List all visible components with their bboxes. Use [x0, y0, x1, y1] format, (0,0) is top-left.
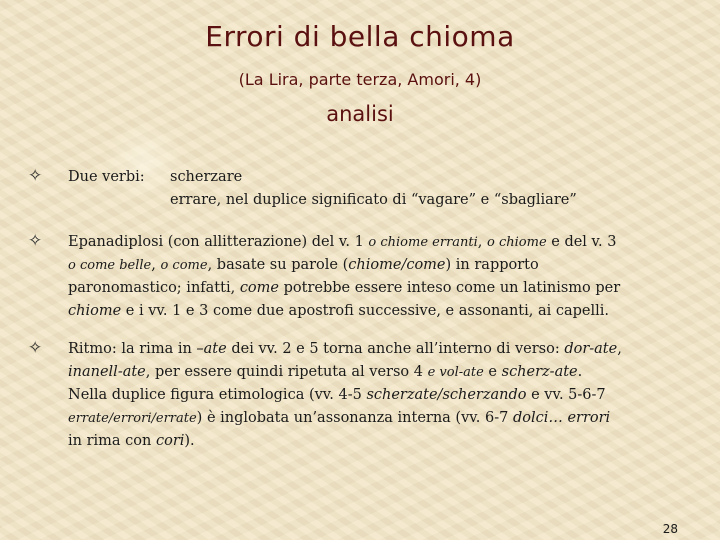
- bullet-icon: ✧: [28, 338, 43, 358]
- point2-line-2: o come belle, o come, basate su parole (chiome/come) in rapporto: [68, 257, 539, 273]
- point1-verbs: [170, 166, 577, 212]
- verb-line-1: scherzare: [170, 169, 243, 185]
- point3-line-2: inanell-ate, per essere quindi ripetuta al verso 4 e vol-ate e scherz-ate.: [68, 364, 583, 380]
- point3-line-5: in rima con cori).: [68, 433, 195, 449]
- bullet-icon: ✧: [28, 231, 43, 251]
- point2-paragraph: [68, 231, 668, 323]
- slide-subtitle: (La Lira, parte terza, Amori, 4): [238, 70, 482, 89]
- bullet-icon: ✧: [28, 166, 43, 186]
- slide-title: Errori di bella chioma: [205, 20, 515, 53]
- point3-line-1: Ritmo: la rima in –ate dei vv. 2 e 5 torna anche all’interno di verso: dor-ate,: [68, 341, 622, 357]
- point1-label: Due verbi:: [68, 169, 145, 185]
- point3-line-3: Nella duplice figura etimologica (vv. 4-5 scherzate/scherzando e vv. 5-6-7: [68, 387, 606, 403]
- verb-line-2: errare, nel duplice significato di “vagare” e “sbagliare”: [170, 192, 577, 208]
- point3-line-4: errate/errori/errate) è inglobata un’assonanza interna (vv. 6-7 dolci… errori: [68, 410, 611, 426]
- point2-line-3: paronomastico; infatti, come potrebbe essere inteso come un latinismo per: [68, 280, 621, 296]
- point3-paragraph: [68, 338, 668, 453]
- section-heading: analisi: [326, 102, 394, 126]
- page-number: 28: [662, 522, 678, 536]
- point2-line-4: chiome e i vv. 1 e 3 come due apostrofi successive, e assonanti, ai capelli.: [68, 303, 610, 319]
- point2-line-1: Epanadiplosi (con allitterazione) del v. 1 o chiome erranti, o chiome e del v. 3: [68, 234, 617, 250]
